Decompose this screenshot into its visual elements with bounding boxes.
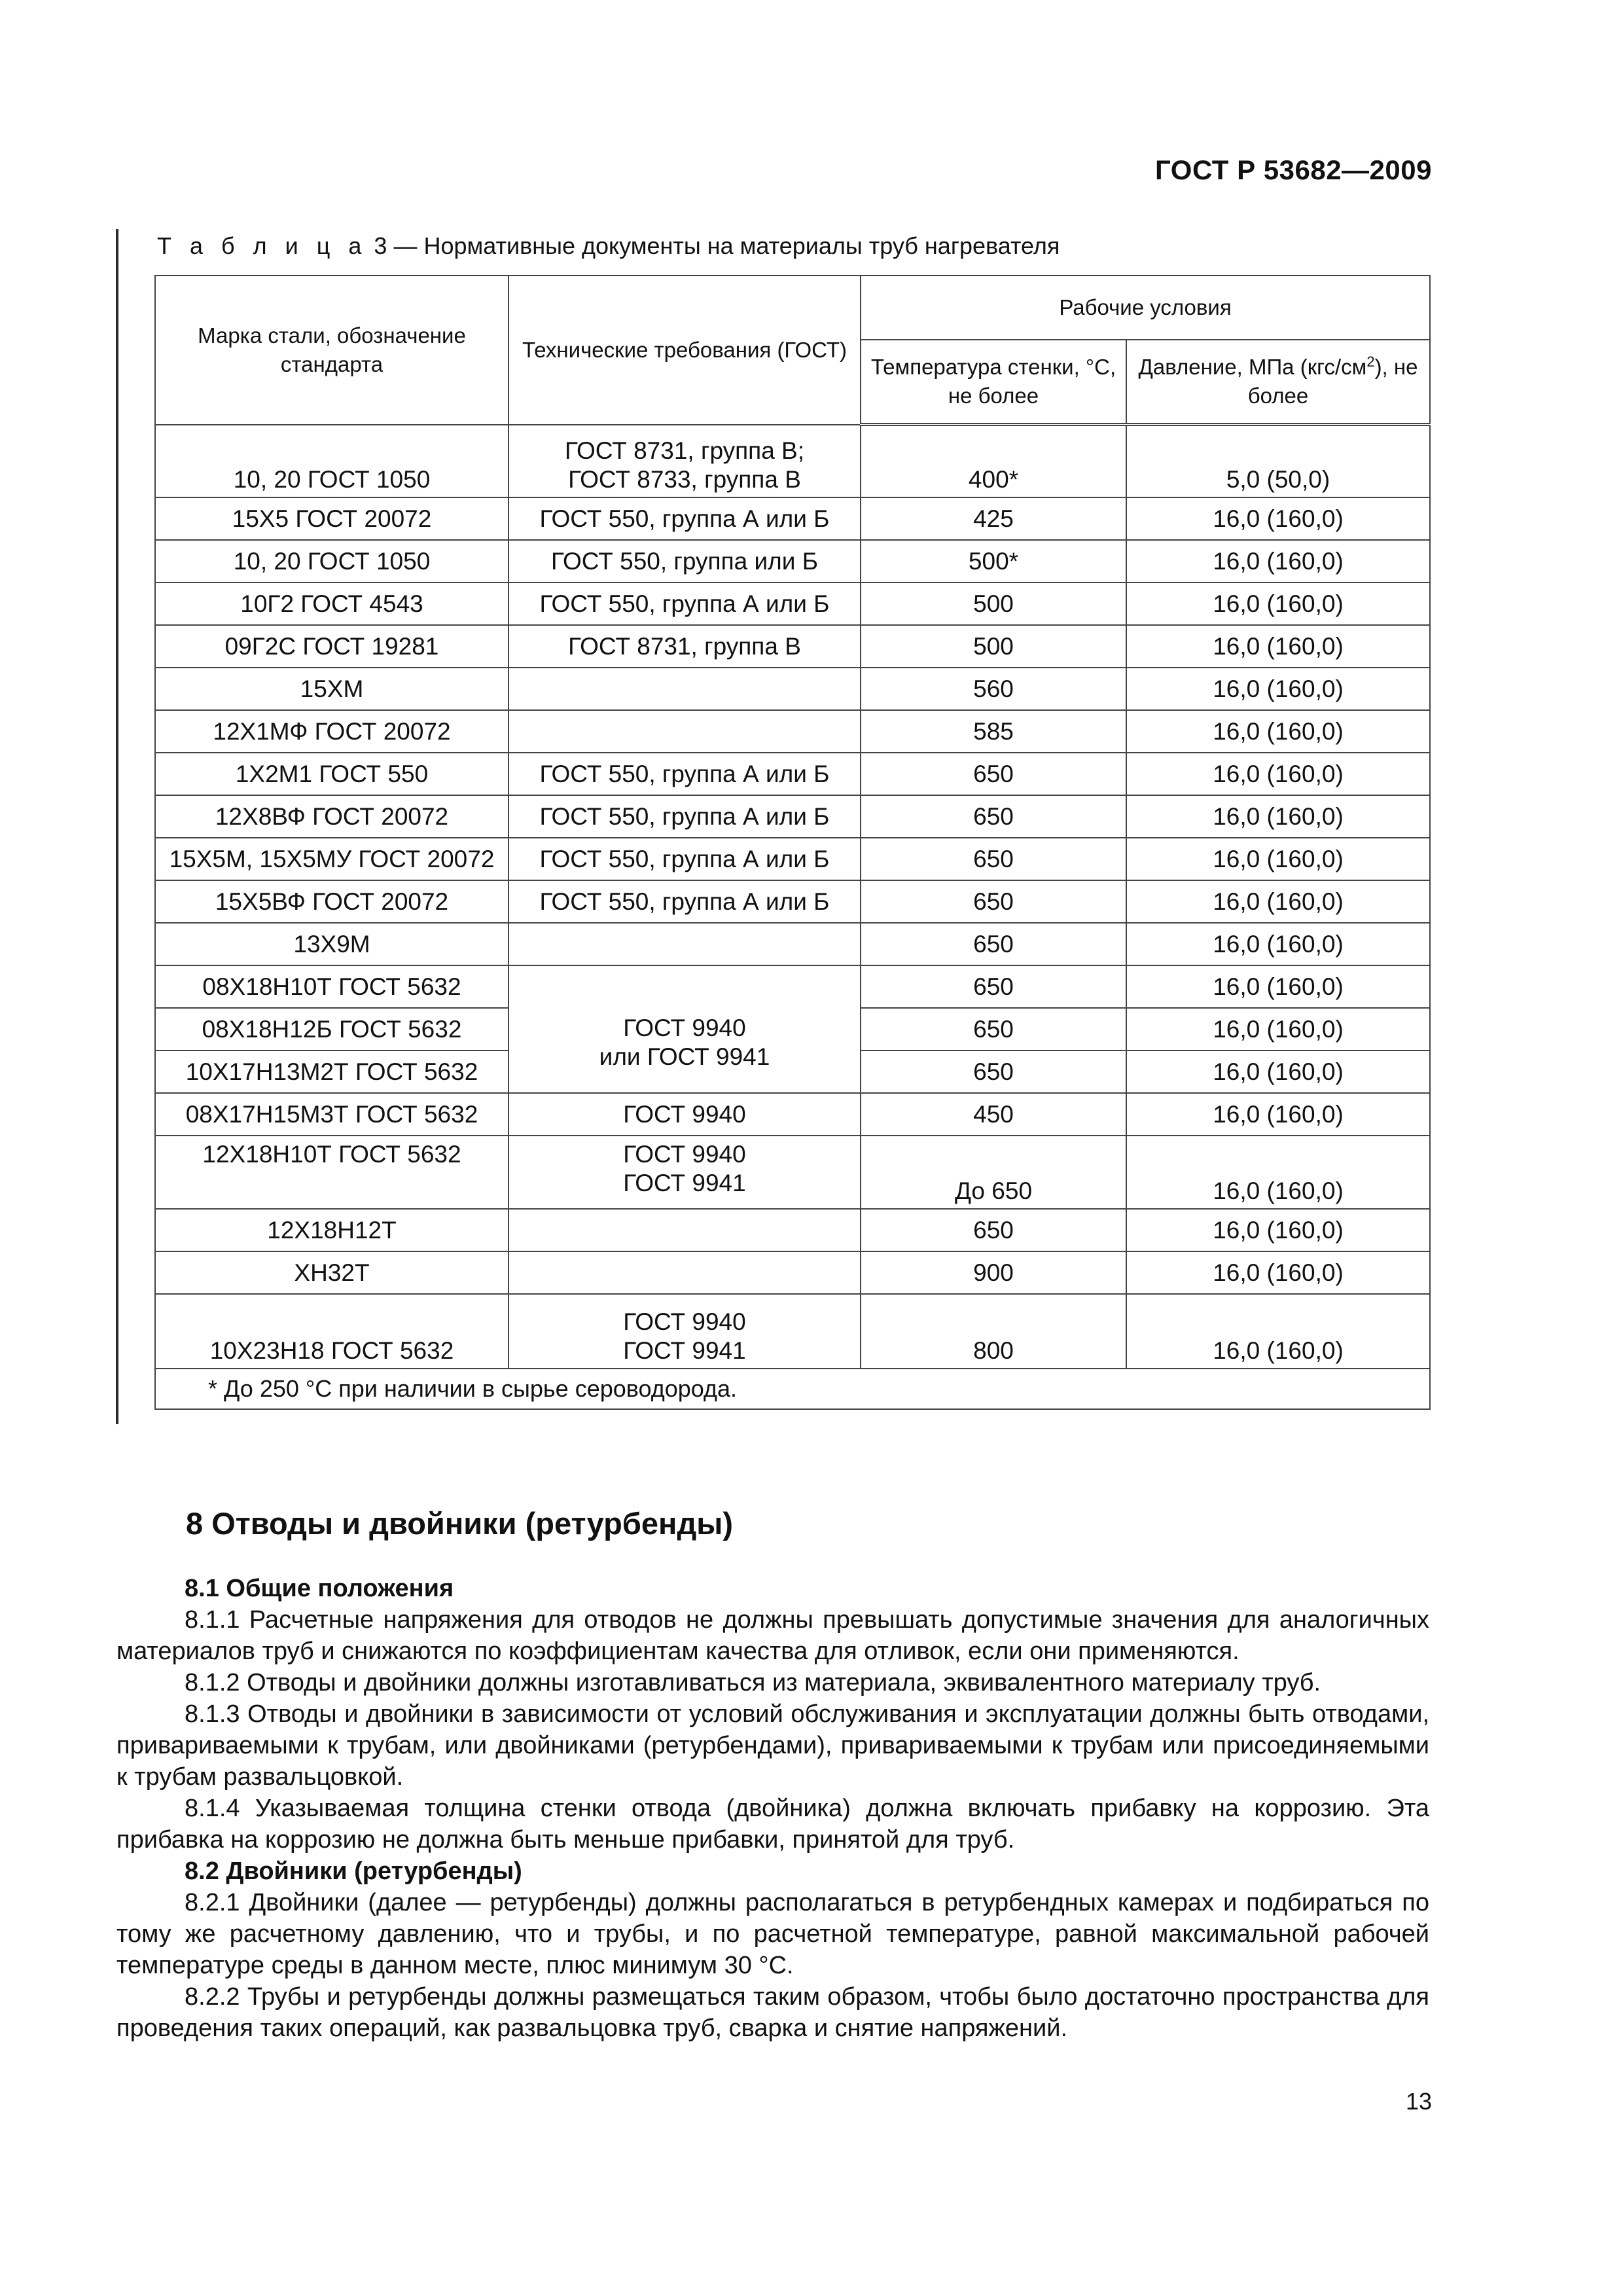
- cell-temperature: 650: [861, 753, 1126, 795]
- cell-requirements: ГОСТ 550, группа А или Б: [508, 838, 861, 880]
- document-code: ГОСТ Р 53682—2009: [1155, 154, 1432, 185]
- cell-grade: 12Х8ВФ ГОСТ 20072: [155, 795, 508, 838]
- cell-requirements: [508, 1251, 861, 1294]
- cell-pressure: 16,0 (160,0): [1126, 923, 1430, 965]
- cell-requirements: ГОСТ 550, группа А или Б: [508, 753, 861, 795]
- table-row: [155, 1093, 1430, 1136]
- cell-requirements: ГОСТ 550, группа А или Б: [508, 583, 861, 625]
- cell-grade: 15Х5ВФ ГОСТ 20072: [155, 880, 508, 923]
- cell-grade: 12Х18Н12Т: [155, 1209, 508, 1251]
- cell-grade: ХН32Т: [155, 1251, 508, 1294]
- table-row: [155, 540, 1430, 583]
- cell-grade: 08Х17Н15М3Т ГОСТ 5632: [155, 1093, 508, 1136]
- cell-requirements: [508, 710, 861, 753]
- paragraph-8-1-1: 8.1.1 Расчетные напряжения для отводов не должны превышать допустимые значения для аналогичных материалов труб и снижаются по коэффициентам качества для отливок, если они применяются.: [116, 1606, 1429, 1665]
- cell-pressure: 16,0 (160,0): [1126, 1294, 1430, 1369]
- table-row: [155, 753, 1430, 795]
- cell-grade: 08Х18Н10Т ГОСТ 5632: [155, 965, 508, 1008]
- cell-pressure: 16,0 (160,0): [1126, 965, 1430, 1008]
- cell-requirements: ГОСТ 550, группа или Б: [508, 540, 861, 583]
- paragraph-8-2-1: 8.2.1 Двойники (далее — ретурбенды) должны располагаться в ретурбендных камерах и подбираться по тому же расчетному давлению, что и трубы, и по расчетной температуре, равной максимальной рабочей температуре среды в данном месте, плюс минимум 30 °С.: [116, 1889, 1429, 1979]
- cell-pressure: 16,0 (160,0): [1126, 540, 1430, 583]
- table-caption-text: 3 — Нормативные документы на материалы труб нагревателя: [374, 232, 1060, 259]
- header-requirements: Технические требования (ГОСТ): [508, 276, 861, 425]
- table-row: [155, 497, 1430, 540]
- table-row: [155, 425, 1430, 498]
- subsection-heading-8-1: 8.1 Общие положения: [185, 1575, 454, 1602]
- cell-temperature: 450: [861, 1093, 1126, 1136]
- cell-pressure: 5,0 (50,0): [1126, 425, 1430, 498]
- cell-temperature: 500: [861, 625, 1126, 668]
- cell-grade: 10, 20 ГОСТ 1050: [155, 540, 508, 583]
- table-footnote-row: [155, 1369, 1430, 1409]
- table-row: [155, 965, 1430, 1008]
- cell-requirements: ГОСТ 550, группа А или Б: [508, 795, 861, 838]
- paragraph-8-1-3: 8.1.3 Отводы и двойники в зависимости от условий обслуживания и эксплуатации должны быть отводами, привариваемыми к трубам, или двойниками (ретурбендами), привариваемыми к трубам или присоединяемыми к трубам развальцовкой.: [116, 1700, 1429, 1791]
- paragraph-8-2-2: 8.2.2 Трубы и ретурбенды должны размещаться таким образом, чтобы было достаточно пространства для проведения таких операций, как развальцовка труб, сварка и снятие напряжений.: [116, 1983, 1429, 2042]
- table-footnote: * До 250 °С при наличии в сырье сероводорода.: [155, 1369, 1430, 1409]
- cell-requirements: ГОСТ 550, группа А или Б: [508, 880, 861, 923]
- header-pressure: Давление, МПа $(кгс/см^2)$, не более: [1126, 340, 1430, 425]
- cell-temperature: 650: [861, 795, 1126, 838]
- cell-temperature: 800: [861, 1294, 1126, 1369]
- cell-pressure: 16,0 (160,0): [1126, 753, 1430, 795]
- page-number: 13: [1405, 2088, 1432, 2115]
- cell-grade: 1Х2М1 ГОСТ 550: [155, 753, 508, 795]
- cell-pressure: 16,0 (160,0): [1126, 1050, 1430, 1093]
- table-row: [155, 838, 1430, 880]
- table-caption: [157, 232, 1060, 260]
- cell-grade: 10Х17Н13М2Т ГОСТ 5632: [155, 1050, 508, 1093]
- cell-temperature: 585: [861, 710, 1126, 753]
- cell-requirements: ГОСТ 550, группа А или Б: [508, 497, 861, 540]
- cell-grade: 13Х9М: [155, 923, 508, 965]
- cell-grade: 12Х18Н10Т ГОСТ 5632: [155, 1136, 508, 1209]
- table-row: [155, 1251, 1430, 1294]
- table-row: [155, 1294, 1430, 1369]
- cell-grade: 10Х23Н18 ГОСТ 5632: [155, 1294, 508, 1369]
- cell-pressure: 16,0 (160,0): [1126, 710, 1430, 753]
- header-temperature: Температура стенки, °С, не более: [861, 340, 1126, 425]
- table-row: [155, 880, 1430, 923]
- table-caption-label: Т а б л и ц а: [157, 232, 368, 259]
- cell-grade: 08Х18Н12Б ГОСТ 5632: [155, 1008, 508, 1050]
- cell-temperature: 650: [861, 965, 1126, 1008]
- cell-pressure: 16,0 (160,0): [1126, 583, 1430, 625]
- cell-requirements: ГОСТ 8731, группа В; ГОСТ 8733, группа В: [508, 425, 861, 498]
- cell-pressure: 16,0 (160,0): [1126, 1093, 1430, 1136]
- subsection-heading-8-2: 8.2 Двойники (ретурбенды): [185, 1857, 522, 1885]
- cell-pressure: 16,0 (160,0): [1126, 497, 1430, 540]
- cell-temperature: 650: [861, 1050, 1126, 1093]
- cell-temperature: 560: [861, 668, 1126, 710]
- cell-temperature: 400*: [861, 425, 1126, 498]
- cell-temperature: До 650: [861, 1136, 1126, 1209]
- section-title: 8 Отводы и двойники (ретурбенды): [186, 1506, 734, 1541]
- cell-pressure: 16,0 (160,0): [1126, 880, 1430, 923]
- table-row: [155, 795, 1430, 838]
- cell-requirements: ГОСТ 9940 ГОСТ 9941: [508, 1294, 861, 1369]
- cell-temperature: 650: [861, 838, 1126, 880]
- cell-requirements: ГОСТ 9940 ГОСТ 9941: [508, 1136, 861, 1209]
- table-row: [155, 583, 1430, 625]
- table-row: [155, 923, 1430, 965]
- cell-requirements: ГОСТ 9940: [508, 1093, 861, 1136]
- cell-pressure: 16,0 (160,0): [1126, 1136, 1430, 1209]
- table-row: [155, 1209, 1430, 1251]
- cell-pressure: 16,0 (160,0): [1126, 838, 1430, 880]
- cell-requirements: [508, 668, 861, 710]
- change-bar: [116, 229, 118, 1424]
- cell-temperature: 650: [861, 1209, 1126, 1251]
- cell-temperature: 425: [861, 497, 1126, 540]
- cell-temperature: 650: [861, 923, 1126, 965]
- cell-requirements-merged: ГОСТ 9940 или ГОСТ 9941: [508, 965, 861, 1093]
- cell-temperature: 500*: [861, 540, 1126, 583]
- table-row: [155, 710, 1430, 753]
- header-grade: Марка стали, обозначение стандарта: [155, 276, 508, 425]
- table-row: [155, 668, 1430, 710]
- cell-requirements: ГОСТ 8731, группа В: [508, 625, 861, 668]
- paragraph-8-1-2: 8.1.2 Отводы и двойники должны изготавливаться из материала, эквивалентного материалу труб.: [185, 1669, 1321, 1696]
- section-body: [116, 1573, 1429, 2044]
- cell-pressure: 16,0 (160,0): [1126, 795, 1430, 838]
- cell-grade: 15ХМ: [155, 668, 508, 710]
- cell-pressure: 16,0 (160,0): [1126, 1251, 1430, 1294]
- table-row: [155, 625, 1430, 668]
- cell-temperature: 650: [861, 1008, 1126, 1050]
- cell-grade: 15Х5М, 15Х5МУ ГОСТ 20072: [155, 838, 508, 880]
- cell-grade: 12Х1МФ ГОСТ 20072: [155, 710, 508, 753]
- cell-grade: 10Г2 ГОСТ 4543: [155, 583, 508, 625]
- cell-pressure: 16,0 (160,0): [1126, 668, 1430, 710]
- cell-grade: 09Г2С ГОСТ 19281: [155, 625, 508, 668]
- cell-grade: 15Х5 ГОСТ 20072: [155, 497, 508, 540]
- cell-grade: 10, 20 ГОСТ 1050: [155, 425, 508, 498]
- cell-pressure: 16,0 (160,0): [1126, 625, 1430, 668]
- table-row: [155, 1136, 1430, 1209]
- cell-temperature: 900: [861, 1251, 1126, 1294]
- cell-temperature: 650: [861, 880, 1126, 923]
- cell-requirements: [508, 923, 861, 965]
- cell-pressure: 16,0 (160,0): [1126, 1209, 1430, 1251]
- header-conditions: Рабочие условия: [861, 276, 1430, 340]
- cell-requirements: [508, 1209, 861, 1251]
- paragraph-8-1-4: 8.1.4 Указываемая толщина стенки отвода (двойника) должна включать прибавку на коррозию. Эта прибавка на коррозию не должна быть меньше прибавки, принятой для труб.: [116, 1795, 1429, 1854]
- cell-pressure: 16,0 (160,0): [1126, 1008, 1430, 1050]
- materials-table: [154, 275, 1431, 1410]
- cell-temperature: 500: [861, 583, 1126, 625]
